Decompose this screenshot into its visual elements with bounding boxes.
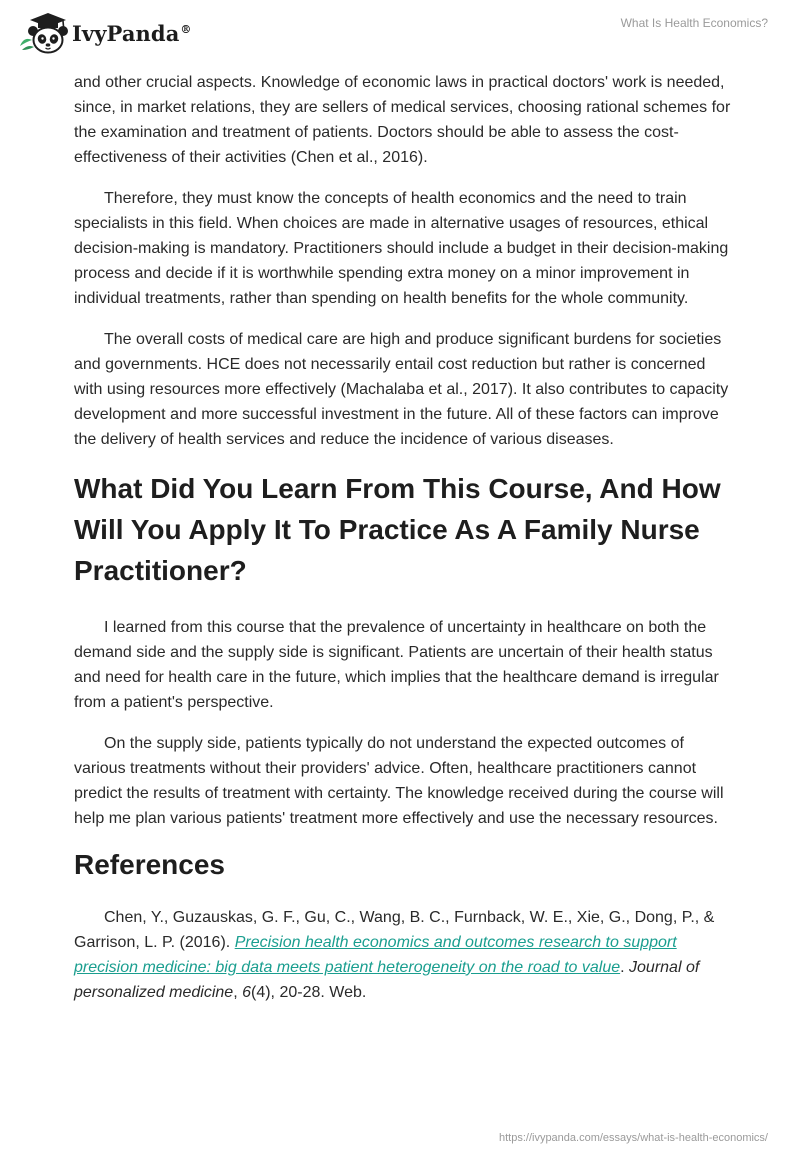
panda-graduate-icon	[14, 10, 70, 56]
paragraph: and other crucial aspects. Knowledge of economic laws in practical doctors' work is needed, since, in market relations, they are sellers of medical services, choosing rational schemes for the examination and treatment of patients. Doctors should be able to assess the cost-effectiveness of their activities (Chen et al., 2016).	[74, 74, 731, 166]
document-title: What Is Health Economics?	[620, 16, 768, 30]
paragraph: I learned from this course that the prevalence of uncertainty in healthcare on both the demand side and the supply side is significant. Patients are uncertain of their health status and need for health care in the future, which implies that the healthcare demand is irregular from a patient's perspective.	[74, 619, 719, 711]
reference-authors: Chen, Y., Guzauskas, G. F., Gu, C., Wang, B. C., Furnback, W. E., Xie, G., Dong, P., & Garrison, L. P. (2016).	[74, 909, 715, 951]
logo-wordmark: IvyPanda®	[72, 20, 192, 46]
page-header	[0, 0, 800, 72]
source-url: https://ivypanda.com/essays/what-is-health-economics/	[498, 1132, 768, 1144]
reference-entry	[74, 905, 734, 1005]
ivypanda-logo[interactable]	[14, 10, 192, 56]
reference-link-period: .	[620, 959, 625, 976]
paragraph: Therefore, they must know the concepts of health economics and the need to train specialists in this field. When choices are made in alternative usages of resources, ethical decision-making is mandatory. Practitioners should include a budget in their decision-making process and decide if it is worthwhile spending extra money on a minor improvement in individual treatments, rather than spending on health benefits for the whole community.	[74, 190, 729, 307]
section-heading: What Did You Learn From This Course, And How Will You Apply It To Practice As A Family Nurse Practitioner?	[74, 473, 721, 586]
paragraph: The overall costs of medical care are high and produce significant burdens for societies and governments. HCE does not necessarily entail cost reduction but rather is concerned with using resources more effectively (Machalaba et al., 2017). It also contributes to capacity development and more successful investment in the future. All of these factors can improve the delivery of health services and reduce the incidence of various diseases.	[74, 331, 729, 448]
reference-volume: 6	[242, 984, 251, 1001]
reference-issue-pages: (4), 20-28. Web.	[251, 984, 367, 1001]
paragraph: On the supply side, patients typically do not understand the expected outcomes of various treatments without their providers' advice. Often, healthcare practitioners cannot predict the results of treatment with certainty. The knowledge received during the course will help me plan various patients' treatment more effectively and use the necessary resources.	[74, 735, 724, 827]
essay-content	[74, 70, 734, 1021]
reference-title-link[interactable]: Precision health economics and outcomes research to support precision medicine: big data meets patient heterogeneity on the road to value	[74, 934, 677, 976]
reference-separator: ,	[233, 984, 243, 1001]
references-heading: References	[74, 849, 225, 880]
reference-journal: Journal of personalized medicine	[74, 959, 700, 1001]
